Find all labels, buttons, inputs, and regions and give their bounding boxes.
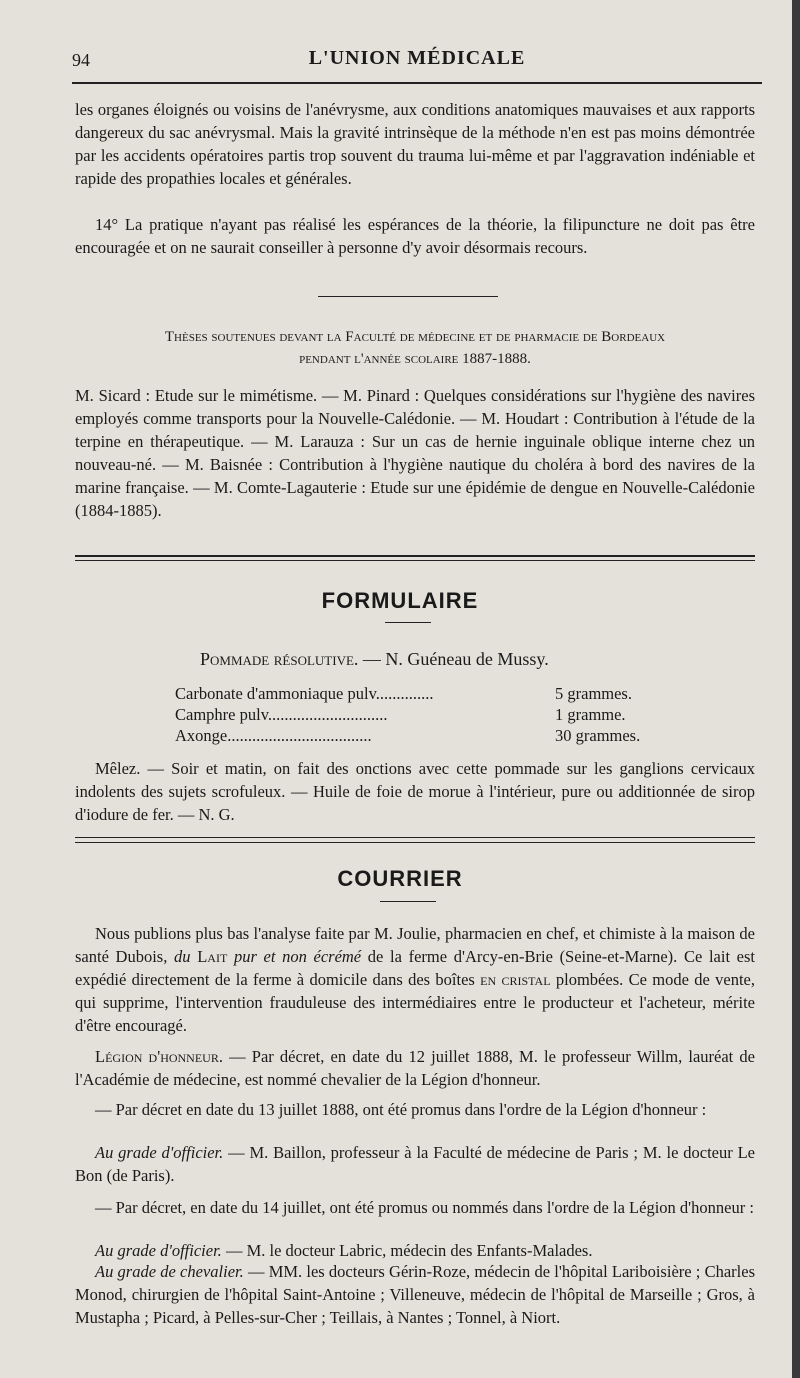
page-edge-shadow: [792, 0, 800, 1378]
double-rule-2a: [75, 837, 755, 838]
ingredient-name: Carbonate d'ammoniaque pulv..............: [175, 684, 434, 703]
section-divider-short: [318, 296, 498, 297]
formula-name: Pommade résolutive.: [200, 649, 359, 669]
running-header: [72, 44, 762, 76]
courrier-paragraph-1: [75, 922, 755, 1037]
legion-label: Légion d'honneur.: [95, 1047, 223, 1066]
formulaire-heading-underline: [385, 622, 431, 623]
formulaire-heading: FORMULAIRE: [321, 588, 479, 613]
legion-text: — Par décret, en date du 12 juillet 1888, M. le professeur Willm, lauréat de l'Académie de médecine, est nommé chevalier de la Légion d'honneur.: [75, 1047, 755, 1089]
formula-row: [175, 725, 665, 746]
ingredient-name: Axonge...................................: [175, 726, 372, 745]
ingredient-name: Camphre pulv.............................: [175, 705, 388, 724]
grade-label: Au grade d'officier.: [95, 1241, 222, 1260]
double-rule-1a: [75, 555, 755, 557]
running-title: L'UNION MÉDICALE: [308, 47, 526, 69]
courrier-heading-underline: [380, 901, 436, 902]
formula-ingredients: [175, 683, 665, 746]
formula-title: [200, 648, 700, 671]
theses-list: M. Sicard : Etude sur le mimétisme. — M. Pinard : Quelques considérations sur l'hygiène des navires employés comme transports pour la Nouvelle-Calédonie. — M. Houdart : Contribution à l'étude de la terpine en thérapeutique. — M. Larauza : Sur un cas de hernie inguinale oblique interne chez un nouveau-né. — M. Baisnée : Contribution à l'hygiène nautique du choléra à bord des navires de la marine française. — M. Comte-Lagauterie : Etude sur une épidémie de dengue en Nouvelle-Calédonie (1884-1885).: [75, 386, 755, 520]
courrier-p1-part-b: de la ferme d'Arcy-en-Brie (Seine-et-Marne). Ce lait est expédié directement de la ferme à domicile dans des boîtes: [75, 947, 756, 989]
formula-row: [175, 704, 665, 725]
chevalier-grade: [75, 1260, 755, 1329]
page-number: 94: [72, 50, 90, 70]
courrier-p1-italic-1: du: [174, 947, 198, 966]
grade-label: Au grade d'officier.: [95, 1143, 224, 1162]
decree-13-july: — Par décret en date du 13 juillet 1888, ont été promus dans l'ordre de la Légion d'honneur :: [95, 1100, 707, 1119]
formula-row: [175, 683, 665, 704]
officer-grade-1: [75, 1141, 755, 1187]
grade-text: — M. le docteur Labric, médecin des Enfants-Malades.: [221, 1241, 593, 1260]
decree-14-july: — Par décret, en date du 14 juillet, ont été promus ou nommés dans l'ordre de la Légion d'honneur :: [95, 1198, 754, 1217]
courrier-p1-smallcaps-2: en cristal: [480, 970, 551, 989]
formula-author: — N. Guéneau de Mussy.: [358, 649, 549, 669]
courrier-p1-smallcaps: Lait: [197, 947, 228, 966]
officer-grade-2: [75, 1239, 755, 1262]
double-rule-1b: [75, 560, 755, 561]
intro-paragraph-1: les organes éloignés ou voisins de l'anévrysme, aux conditions anatomiques mauvaises et aux rapports dangereux du sac anévrysmal. Mais la gravité intrinsèque de la méthode n'en est pas moins démontrée par les accidents opératoires partis trop souvent du trauma lui-même et par l'aggravation indéniable et rapide des propathies locales et générales.: [75, 100, 755, 188]
intro-paragraph-2: 14° La pratique n'ayant pas réalisé les espérances de la théorie, la filipuncture ne doit pas être encouragée et on ne saurait conseiller à personne d'y avoir désormais recours.: [75, 215, 755, 257]
theses-title-line-1: Thèses soutenues devant la Faculté de médecine et de pharmacie de Bordeaux: [164, 329, 666, 345]
double-rule-2b: [75, 842, 755, 843]
header-rule: [72, 82, 762, 84]
courrier-p1-part-a: Nous publions plus bas l'analyse faite par M. Joulie, pharmacien en chef, et chimiste à la maison de santé Dubois,: [75, 924, 755, 966]
ingredient-quantity: 30 grammes.: [555, 726, 641, 745]
grade-label: Au grade de chevalier.: [95, 1262, 244, 1281]
courrier-p1-italic-2: pur et non écrémé: [227, 947, 362, 966]
courrier-heading: COURRIER: [337, 866, 463, 891]
theses-title-line-2: pendant l'année scolaire 1887-1888.: [299, 351, 531, 367]
formula-instructions: Mêlez. — Soir et matin, on fait des onctions avec cette pommade sur les ganglions cervicaux indolents des sujets scrofuleux. — Huile de foie de morue à l'intérieur, pure ou additionnée de sirop d'iodure de fer. — N. G.: [75, 759, 755, 824]
grade-text: — M. Baillon, professeur à la Faculté de médecine de Paris ; M. le docteur Le Bon (de Paris).: [75, 1143, 755, 1185]
courrier-p1-part-c: plombées. Ce mode de vente, qui supprime, l'intervention frauduleuse des intermédiaires entre le producteur et l'acheteur, mérite d'être encouragé.: [75, 970, 755, 1035]
ingredient-quantity: 1 gramme.: [555, 705, 626, 724]
legion-paragraph: [75, 1045, 755, 1091]
ingredient-quantity: 5 grammes.: [555, 684, 632, 703]
grade-text: — MM. les docteurs Gérin-Roze, médecin de l'hôpital Lariboisière ; Charles Monod, chirurgien de l'hôpital Saint-Antoine ; Villeneuve, médecin de l'hôpital de Marseille ; Gros, à Mustapha ; Picard, à Pelles-sur-Cher ; Teillais, à Nantes ; Tonnel, à Niort.: [75, 1262, 756, 1327]
